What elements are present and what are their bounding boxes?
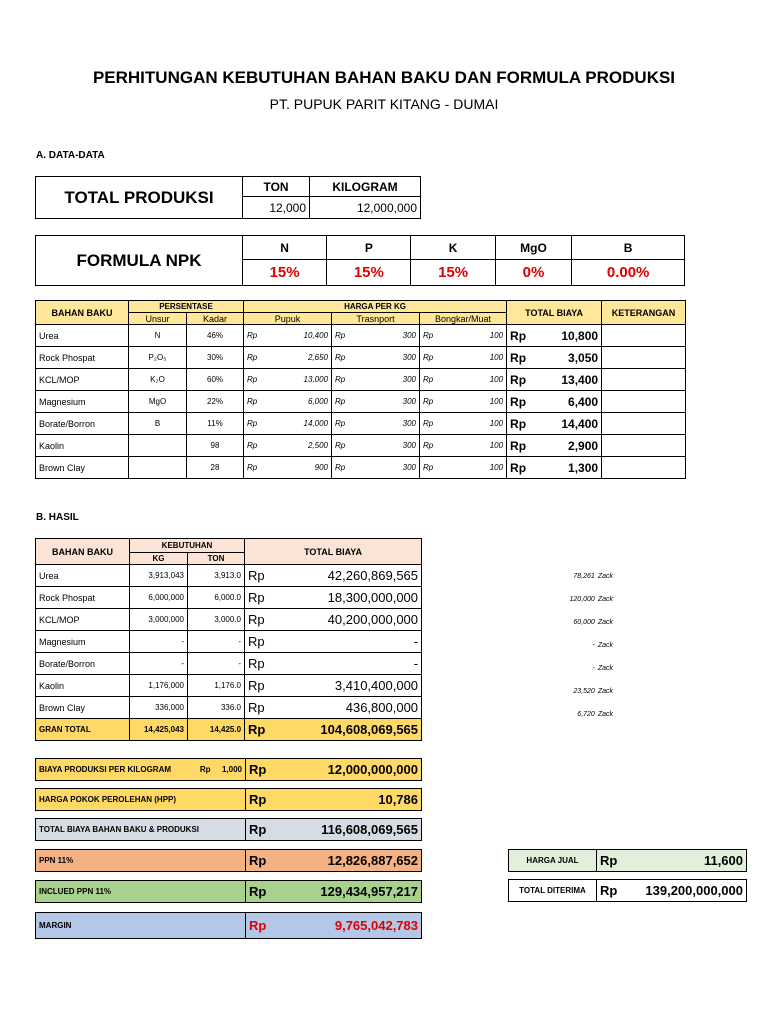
transport-rp: Rp [332, 391, 354, 413]
hasil-kg: 336,000 [130, 697, 188, 719]
hasil-rp: Rp [245, 565, 271, 587]
hasil-name: Kaolin [36, 675, 130, 697]
kadar-header: Kadar [187, 313, 244, 325]
bongkar-price: 100 [442, 435, 507, 457]
npk-value-k: 15% [411, 260, 495, 286]
bahan-kadar: 11% [187, 413, 244, 435]
hasil-ton: - [188, 653, 245, 675]
hasil-name: KCL/MOP [36, 609, 130, 631]
biaya-produksi-per-kg: 1,000 [214, 759, 246, 781]
margin-box [35, 912, 422, 939]
gran-total-label: GRAN TOTAL [36, 719, 130, 741]
pupuk-price: 6,000 [266, 391, 332, 413]
total-rp: Rp [507, 435, 529, 457]
pupuk-rp: Rp [244, 457, 266, 479]
pupuk-rp: Rp [244, 347, 266, 369]
bahan-row [36, 347, 686, 369]
bahan-kadar: 30% [187, 347, 244, 369]
hasil-rp: Rp [245, 675, 271, 697]
npk-value-n: 15% [243, 260, 327, 286]
kilogram-value: 12,000,000 [310, 197, 421, 219]
total-diterima-value: 139,200,000,000 [625, 880, 747, 902]
npk-value-b: 0.00% [572, 260, 685, 286]
bongkar-price: 100 [442, 457, 507, 479]
bongkar-rp: Rp [420, 347, 442, 369]
gran-total-ton: 14,425.0 [188, 719, 245, 741]
kilogram-header: KILOGRAM [310, 177, 421, 197]
keterangan-cell [602, 391, 686, 413]
bahan-row [36, 325, 686, 347]
hasil-table [35, 538, 422, 741]
gran-total-kg: 14,425,043 [130, 719, 188, 741]
hasil-ton: 336.0 [188, 697, 245, 719]
bahan-unsur: MgO [129, 391, 187, 413]
bahan-name: Rock Phospat [36, 347, 129, 369]
bahan-unsur: N [129, 325, 187, 347]
hpp-label: HARGA POKOK PEROLEHAN (HPP) [36, 789, 246, 811]
sack-count [500, 573, 613, 580]
sack-unit: Zack [597, 619, 613, 626]
bahan-name: Urea [36, 325, 129, 347]
hasil-kg: 1,176,000 [130, 675, 188, 697]
total-diterima-box [508, 879, 747, 902]
harga-header: HARGA PER KG [244, 301, 507, 313]
total-rp: Rp [507, 413, 529, 435]
transport-header: Trasnport [332, 313, 420, 325]
page-subtitle: PT. PUPUK PARIT KITANG - DUMAI [269, 96, 499, 112]
biaya-produksi-label: BIAYA PRODUKSI PER KILOGRAM [36, 759, 186, 781]
hasil-rp: Rp [245, 653, 271, 675]
keterangan-cell [602, 457, 686, 479]
transport-rp: Rp [332, 413, 354, 435]
npk-value-p: 15% [327, 260, 411, 286]
transport-rp: Rp [332, 457, 354, 479]
biaya-produksi-value: 12,000,000,000 [272, 759, 422, 781]
total-price: 1,300 [529, 457, 602, 479]
transport-rp: Rp [332, 347, 354, 369]
bahan-name: Magnesium [36, 391, 129, 413]
bongkar-rp: Rp [420, 457, 442, 479]
total-biaya-box [35, 818, 422, 841]
sack-count [500, 665, 613, 672]
ton-header: TON [243, 177, 310, 197]
hasil-name: Urea [36, 565, 130, 587]
bahan-row [36, 391, 686, 413]
bongkar-header: Bongkar/Muat [420, 313, 507, 325]
total-rp: Rp [507, 457, 529, 479]
total-price: 3,050 [529, 347, 602, 369]
hasil-ton: 3,913.0 [188, 565, 245, 587]
transport-rp: Rp [332, 369, 354, 391]
hasil-row [36, 565, 422, 587]
bahan-kadar: 98 [187, 435, 244, 457]
sack-unit: Zack [597, 688, 613, 695]
sack-unit: Zack [597, 596, 613, 603]
sack-number: 78,261 [573, 573, 595, 580]
pupuk-price: 2,500 [266, 435, 332, 457]
hasil-row [36, 609, 422, 631]
gran-total-rp: Rp [245, 719, 271, 741]
pupuk-price: 900 [266, 457, 332, 479]
bahan-kadar: 22% [187, 391, 244, 413]
pupuk-rp: Rp [244, 325, 266, 347]
hasil-rp: Rp [245, 587, 271, 609]
bongkar-price: 100 [442, 325, 507, 347]
ppn-rp: Rp [246, 850, 272, 872]
pupuk-rp: Rp [244, 435, 266, 457]
hasil-name: Borate/Borron [36, 653, 130, 675]
hasil-rp: Rp [245, 631, 271, 653]
keterangan-cell [602, 369, 686, 391]
bahan-header-name: BAHAN BAKU [36, 301, 129, 325]
total-rp: Rp [507, 391, 529, 413]
sack-number: 6,720 [577, 711, 595, 718]
hasil-ton: 3,000.0 [188, 609, 245, 631]
hasil-total: 3,410,400,000 [271, 675, 422, 697]
pupuk-rp: Rp [244, 369, 266, 391]
sack-number: - [592, 665, 595, 672]
bahan-name: KCL/MOP [36, 369, 129, 391]
pupuk-rp: Rp [244, 391, 266, 413]
total-diterima-rp: Rp [597, 880, 625, 902]
biaya-produksi-box [35, 758, 422, 781]
bongkar-price: 100 [442, 369, 507, 391]
sack-unit: Zack [597, 573, 613, 580]
hasil-header-name: BAHAN BAKU [36, 539, 130, 565]
bahan-kadar: 60% [187, 369, 244, 391]
hasil-kg: - [130, 653, 188, 675]
transport-price: 300 [354, 325, 420, 347]
npk-header-k: K [411, 236, 495, 260]
keterangan-header: KETERANGAN [602, 301, 686, 325]
total-price: 6,400 [529, 391, 602, 413]
biaya-produksi-rp: Rp [246, 759, 272, 781]
bahan-unsur [129, 457, 187, 479]
bongkar-price: 100 [442, 347, 507, 369]
pupuk-header: Pupuk [244, 313, 332, 325]
hasil-total: - [271, 653, 422, 675]
ppn-label: PPN 11% [36, 850, 246, 872]
hasil-row [36, 675, 422, 697]
sack-unit: Zack [597, 711, 613, 718]
pupuk-price: 13,000 [266, 369, 332, 391]
bahan-row [36, 457, 686, 479]
total-price: 13,400 [529, 369, 602, 391]
hpp-value: 10,786 [272, 789, 422, 811]
sack-count [500, 596, 613, 603]
hasil-name: Brown Clay [36, 697, 130, 719]
pupuk-price: 10,400 [266, 325, 332, 347]
kg-header: KG [130, 553, 188, 565]
include-ppn-label: INCLUED PPN 11% [36, 881, 246, 903]
sack-unit: Zack [597, 665, 613, 672]
hasil-total: 40,200,000,000 [271, 609, 422, 631]
hasil-ton: 1,176.0 [188, 675, 245, 697]
bahan-baku-table [35, 300, 686, 479]
total-price: 10,800 [529, 325, 602, 347]
npk-value-mgo: 0% [495, 260, 572, 286]
ton-col-header: TON [188, 553, 245, 565]
bahan-row [36, 413, 686, 435]
sack-count [500, 711, 613, 718]
total-rp: Rp [507, 325, 529, 347]
sack-number: - [592, 642, 595, 649]
total-biaya-label: TOTAL BIAYA BAHAN BAKU & PRODUKSI [36, 819, 246, 841]
bahan-unsur: P₂O₅ [129, 347, 187, 369]
bahan-row [36, 435, 686, 457]
ton-value: 12,000 [243, 197, 310, 219]
pupuk-price: 14,000 [266, 413, 332, 435]
section-a-heading: A. DATA-DATA [36, 150, 105, 161]
npk-header-p: P [327, 236, 411, 260]
hasil-ton: 6,000.0 [188, 587, 245, 609]
bahan-unsur: K₂O [129, 369, 187, 391]
sack-count [500, 642, 613, 649]
bahan-kadar: 28 [187, 457, 244, 479]
total-diterima-label: TOTAL DITERIMA [509, 880, 597, 902]
total-price: 14,400 [529, 413, 602, 435]
hasil-total: 436,800,000 [271, 697, 422, 719]
npk-header-mgo: MgO [495, 236, 572, 260]
hasil-row [36, 587, 422, 609]
hasil-ton: - [188, 631, 245, 653]
bahan-unsur: B [129, 413, 187, 435]
bongkar-rp: Rp [420, 325, 442, 347]
bahan-unsur [129, 435, 187, 457]
hasil-kg: 3,913,043 [130, 565, 188, 587]
total-produksi-table [35, 176, 421, 219]
biaya-produksi-rp-small: Rp [186, 759, 214, 781]
pupuk-rp: Rp [244, 413, 266, 435]
sack-unit: Zack [597, 642, 613, 649]
kebutuhan-header: KEBUTUHAN [130, 539, 245, 553]
npk-header-n: N [243, 236, 327, 260]
transport-price: 300 [354, 457, 420, 479]
keterangan-cell [602, 435, 686, 457]
margin-label: MARGIN [36, 913, 246, 939]
bongkar-rp: Rp [420, 369, 442, 391]
hpp-rp: Rp [246, 789, 272, 811]
total-price: 2,900 [529, 435, 602, 457]
hasil-rp: Rp [245, 609, 271, 631]
total-biaya-rp: Rp [246, 819, 272, 841]
hasil-kg: - [130, 631, 188, 653]
hasil-total: 42,260,869,565 [271, 565, 422, 587]
hasil-row [36, 631, 422, 653]
hasil-rp: Rp [245, 697, 271, 719]
hasil-name: Magnesium [36, 631, 130, 653]
bongkar-price: 100 [442, 391, 507, 413]
hasil-row [36, 697, 422, 719]
harga-jual-value: 11,600 [625, 850, 747, 872]
harga-jual-box [508, 849, 747, 872]
hasil-total: - [271, 631, 422, 653]
transport-price: 300 [354, 391, 420, 413]
hasil-name: Rock Phospat [36, 587, 130, 609]
sack-count [500, 688, 613, 695]
transport-price: 300 [354, 435, 420, 457]
include-ppn-box [35, 880, 422, 903]
bahan-kadar: 46% [187, 325, 244, 347]
bahan-row [36, 369, 686, 391]
section-b-heading: B. HASIL [36, 512, 79, 523]
bahan-name: Borate/Borron [36, 413, 129, 435]
include-ppn-value: 129,434,957,217 [272, 881, 422, 903]
total-rp: Rp [507, 369, 529, 391]
hasil-total-header: TOTAL BIAYA [245, 539, 422, 565]
sack-number: 23,520 [573, 688, 595, 695]
hasil-kg: 3,000,000 [130, 609, 188, 631]
hpp-box [35, 788, 422, 811]
keterangan-cell [602, 325, 686, 347]
unsur-header: Unsur [129, 313, 187, 325]
hasil-kg: 6,000,000 [130, 587, 188, 609]
keterangan-cell [602, 413, 686, 435]
harga-jual-label: HARGA JUAL [509, 850, 597, 872]
transport-price: 300 [354, 369, 420, 391]
bongkar-price: 100 [442, 413, 507, 435]
total-biaya-header: TOTAL BIAYA [507, 301, 602, 325]
pupuk-price: 2,650 [266, 347, 332, 369]
bahan-name: Kaolin [36, 435, 129, 457]
bahan-name: Brown Clay [36, 457, 129, 479]
transport-rp: Rp [332, 435, 354, 457]
bongkar-rp: Rp [420, 391, 442, 413]
total-biaya-value: 116,608,069,565 [272, 819, 422, 841]
formula-npk-table [35, 235, 685, 286]
ppn-value: 12,826,887,652 [272, 850, 422, 872]
harga-jual-rp: Rp [597, 850, 625, 872]
total-rp: Rp [507, 347, 529, 369]
page-title: PERHITUNGAN KEBUTUHAN BAHAN BAKU DAN FORMULA PRODUKSI [92, 68, 676, 87]
include-ppn-rp: Rp [246, 881, 272, 903]
bongkar-rp: Rp [420, 435, 442, 457]
bongkar-rp: Rp [420, 413, 442, 435]
hasil-row [36, 653, 422, 675]
persentase-header: PERSENTASE [129, 301, 244, 313]
transport-price: 300 [354, 347, 420, 369]
npk-header-b: B [572, 236, 685, 260]
keterangan-cell [602, 347, 686, 369]
formula-npk-label: FORMULA NPK [36, 236, 243, 286]
transport-rp: Rp [332, 325, 354, 347]
gran-total-value: 104,608,069,565 [271, 719, 422, 741]
transport-price: 300 [354, 413, 420, 435]
margin-value: 9,765,042,783 [272, 913, 422, 939]
sack-count [500, 619, 613, 626]
ppn-box [35, 849, 422, 872]
hasil-total: 18,300,000,000 [271, 587, 422, 609]
total-produksi-label: TOTAL PRODUKSI [36, 177, 243, 219]
margin-rp: Rp [246, 913, 272, 939]
sack-number: 60,000 [573, 619, 595, 626]
sack-number: 120,000 [569, 596, 595, 603]
